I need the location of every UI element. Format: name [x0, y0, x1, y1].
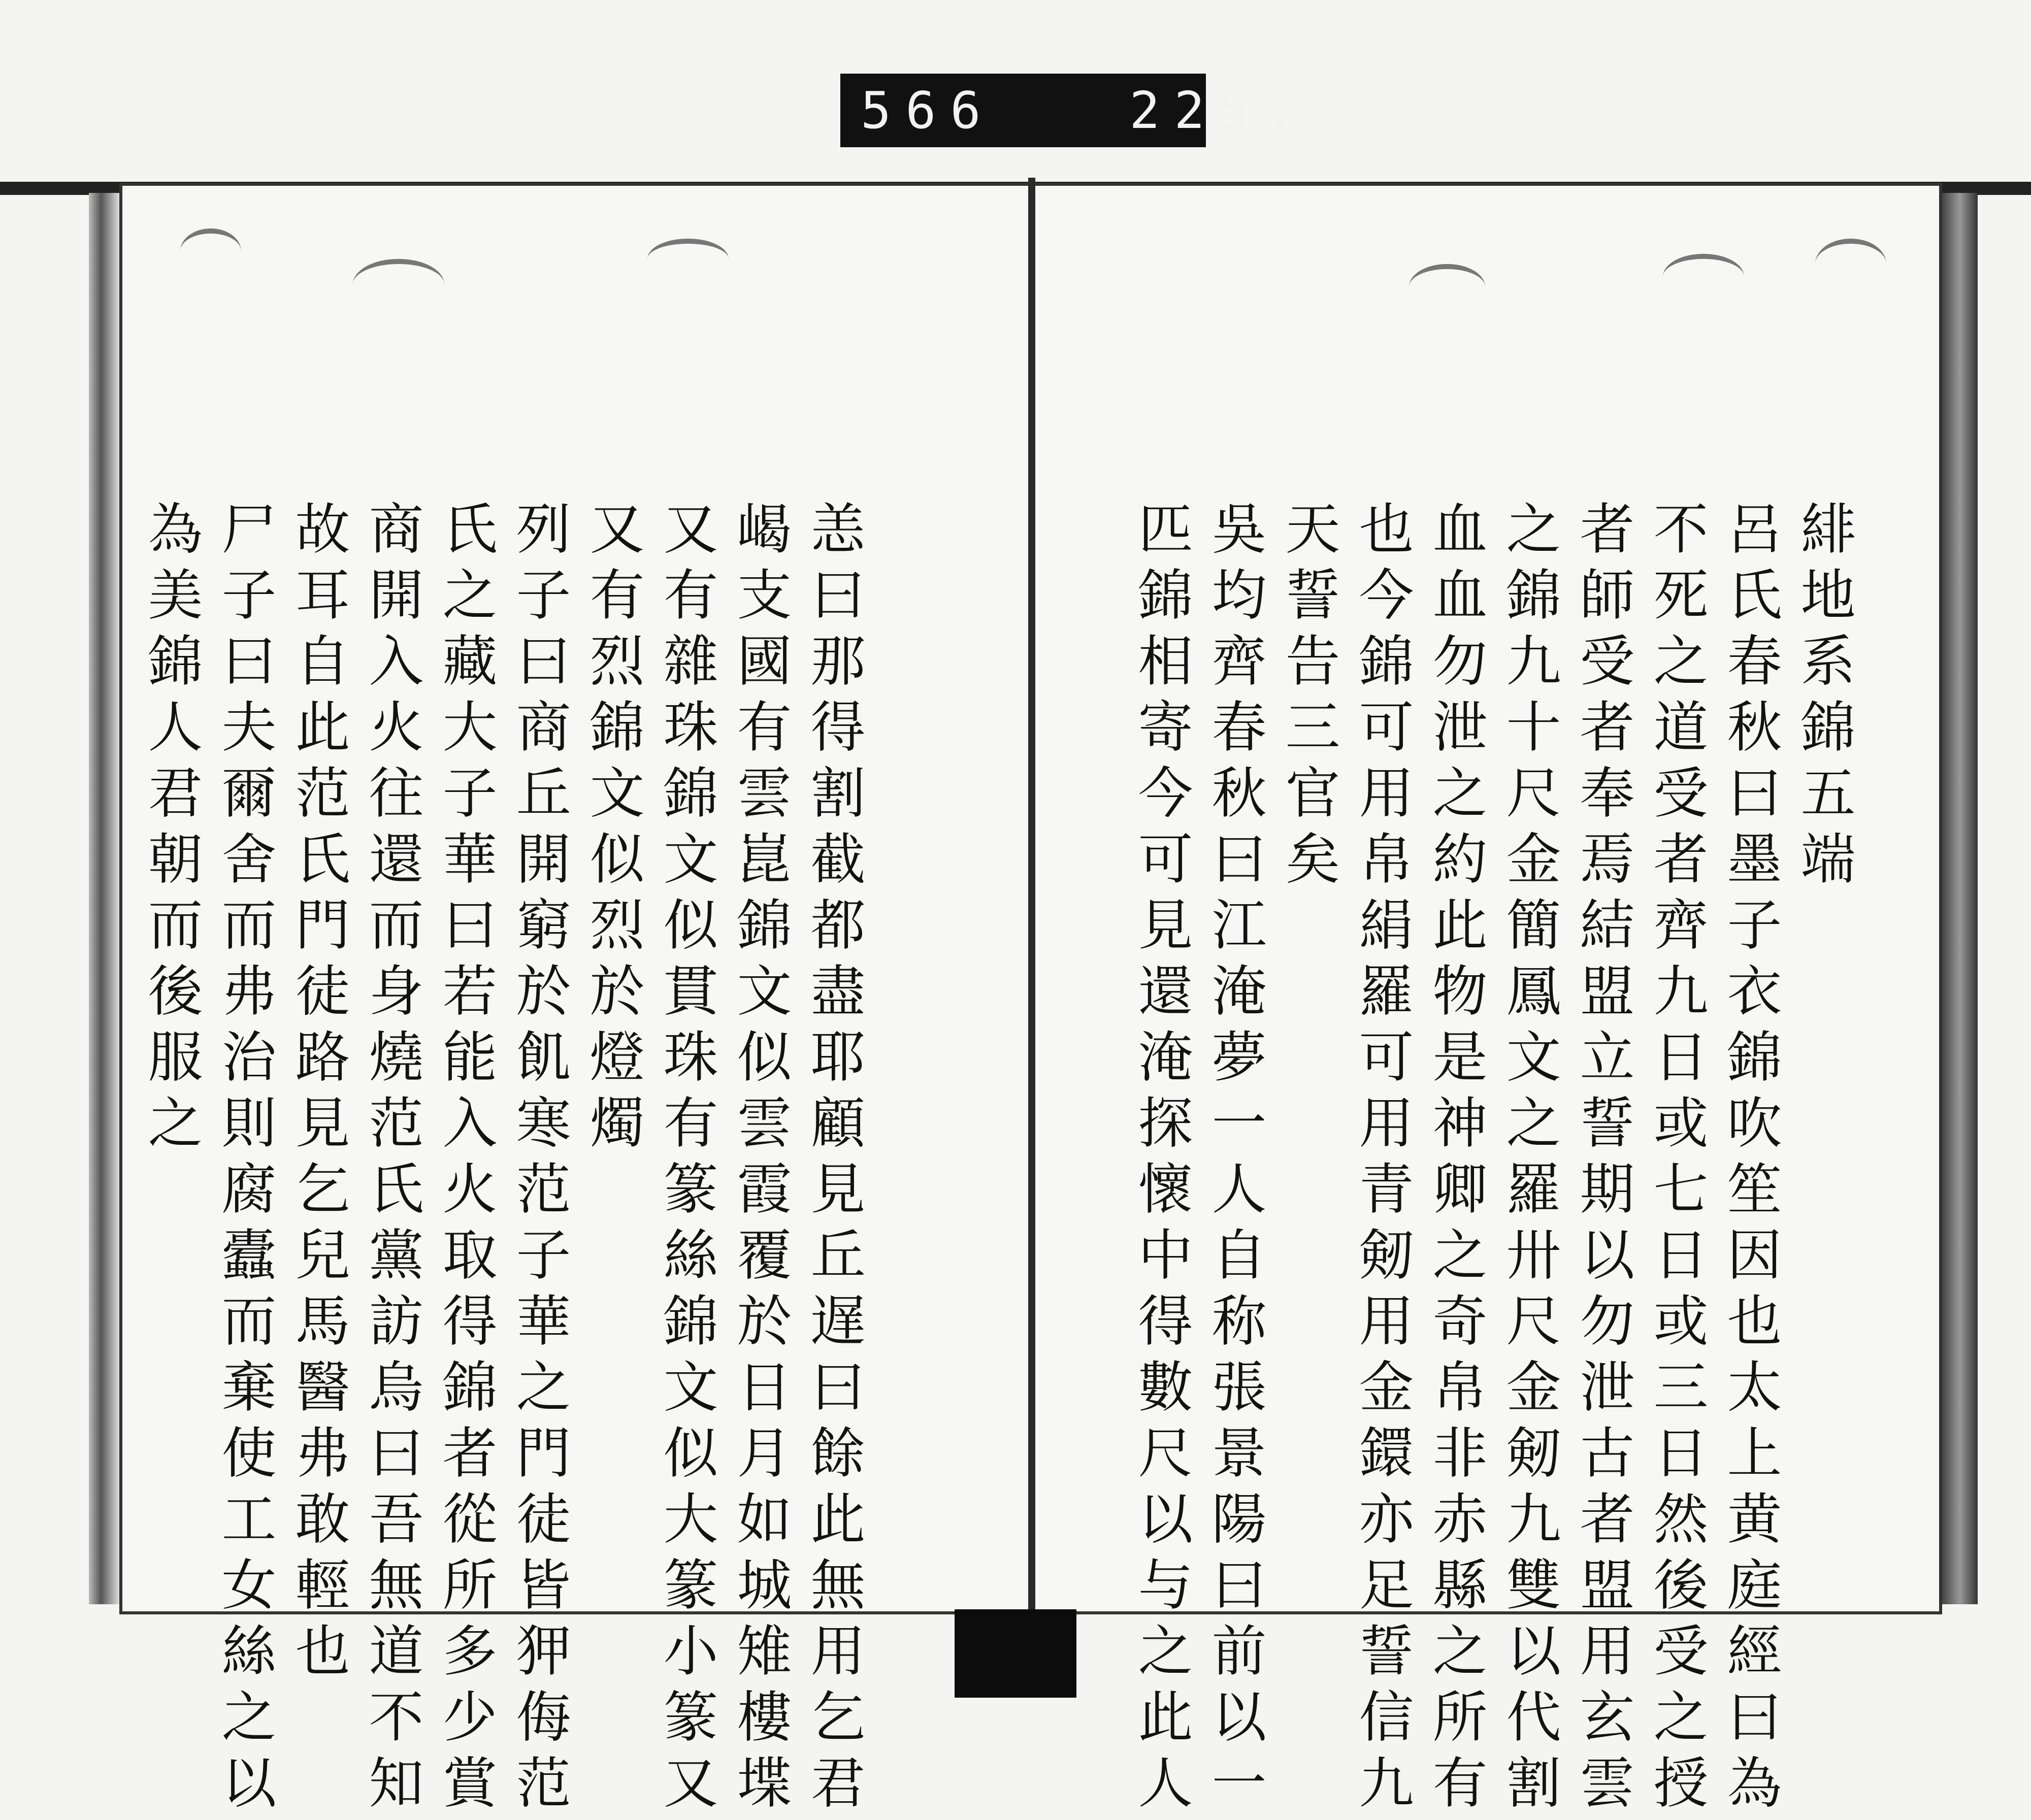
stain-mark: [353, 259, 444, 310]
stain-mark: [1663, 254, 1744, 300]
text-column: 尸子曰夫爾舍而弗治則腐蠹而棄使工女絲之以: [212, 500, 276, 1820]
text-column: 為美錦人君朝而後服之: [139, 500, 202, 1160]
stain-mark: [180, 228, 241, 274]
text-column: 列子曰商丘開窮於飢寒范子華之門徒皆狎侮范: [507, 500, 570, 1820]
text-column: 不死之道受者齊九日或七日或三日然後受之授: [1644, 500, 1708, 1820]
text-column: 之錦九十尺金簡鳳文之羅卅尺金剱九雙以代割: [1497, 500, 1560, 1820]
text-column: 吳均齊春秋曰江淹夢一人自称張景陽曰前以一: [1202, 500, 1266, 1820]
text-column: 又有雜珠錦文似貫珠有篆絲錦文似大篆小篆又: [654, 500, 717, 1820]
book-right-edge: [1942, 193, 1978, 1604]
text-column: 又有烈錦文似烈於燈燭: [580, 500, 644, 1160]
stain-mark: [647, 239, 729, 279]
text-column: 故耳自此范氏門徒路見乞兒馬醫弗敢輕也: [286, 500, 349, 1688]
text-column: 氏之藏大子華曰若能入火取得錦者從所多少賞: [433, 500, 497, 1820]
text-column: 也今錦可用帛絹羅可用青剱用金鐶亦足誓信九: [1350, 500, 1413, 1820]
text-column: 商開入火往還而身燒范氏黨訪烏曰吾無道不知: [359, 500, 423, 1820]
microfilm-frame-label: 566 225.: [840, 74, 1206, 147]
text-column: 天誓告三官矣: [1276, 500, 1339, 896]
text-column: 匹錦相寄今可見還淹探懷中得數尺以与之此人: [1129, 500, 1192, 1820]
book-left-edge: [89, 193, 119, 1604]
text-column: 嵑支國有雲崑錦文似雲霞覆於日月如城雉樓堞: [728, 500, 791, 1820]
stain-mark: [1409, 264, 1485, 310]
book-spine: [1028, 178, 1035, 1619]
text-column: 血血勿泄之約此物是神卿之奇帛非赤縣之所有: [1423, 500, 1487, 1820]
stain-mark: [1815, 239, 1886, 289]
text-column: 呂氏春秋曰墨子衣錦吹笙因也太上黄庭經曰為: [1718, 500, 1781, 1820]
microfilm-clip: [955, 1609, 1076, 1698]
text-column: 者師受者奉焉結盟立誓期以勿泄古者盟用玄雲: [1570, 500, 1634, 1820]
text-column: 恙曰那得割截都盡耶顧見丘遅曰餘此無用乞君: [801, 500, 865, 1820]
text-column: 緋地系錦五端: [1791, 500, 1855, 896]
